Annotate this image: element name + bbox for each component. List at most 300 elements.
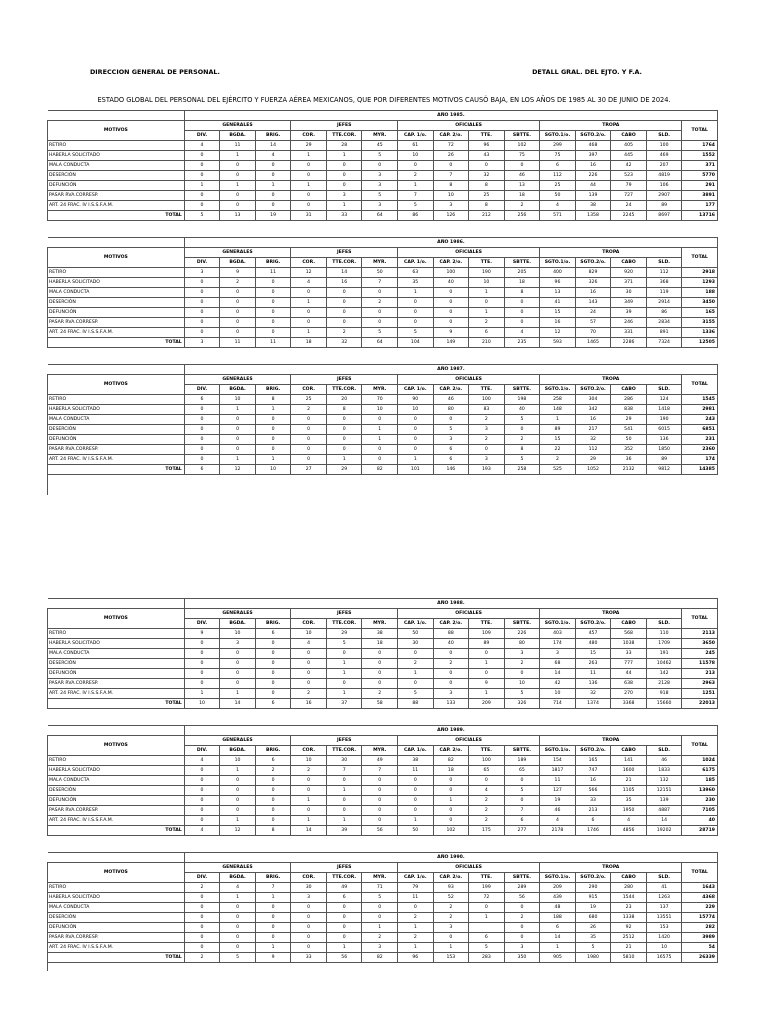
table-cell: 2: [220, 278, 256, 288]
table-cell: 829: [575, 268, 611, 278]
motivo-label: DESERCIÓN: [48, 171, 185, 181]
table-cell: 0: [184, 151, 220, 161]
table-cell: 0: [220, 171, 256, 181]
table-cell: 0: [184, 796, 220, 806]
column-group-header: JEFES: [291, 121, 398, 131]
table-cell: 75: [504, 151, 540, 161]
table-cell: 19: [540, 796, 576, 806]
row-total-cell: 245: [682, 649, 718, 659]
column-subheader: BRIG.: [255, 385, 291, 395]
table-cell: 16: [326, 278, 362, 288]
table-cell: 1105: [611, 786, 647, 796]
column-subheader: DIV.: [184, 746, 220, 756]
table-cell: 1: [398, 288, 434, 298]
column-total-cell: 5810: [611, 953, 647, 963]
row-total-cell: 3650: [682, 639, 718, 649]
column-group-header: TROPA: [540, 736, 682, 746]
table-cell: 0: [220, 318, 256, 328]
table-cell: 29: [291, 141, 327, 151]
motivo-label: ART. 24 FRAC. IV I.S.S.F.A.M.: [48, 943, 185, 953]
table-cell: 3: [504, 649, 540, 659]
table-row: [48, 201, 718, 211]
table-row: [48, 816, 718, 826]
table-cell: 190: [646, 415, 682, 425]
column-group-header: GENERALES: [184, 375, 291, 385]
table-cell: 1: [220, 405, 256, 415]
table-cell: 70: [362, 395, 398, 405]
column-subheader: SLD.: [646, 746, 682, 756]
column-total-cell: 16: [291, 699, 327, 709]
table-cell: 0: [220, 435, 256, 445]
table-cell: 46: [540, 806, 576, 816]
table-cell: 1833: [646, 766, 682, 776]
table-cell: 1850: [646, 445, 682, 455]
motivo-label: PASAR RVA.CORRESP.: [48, 679, 185, 689]
table-cell: 1: [362, 923, 398, 933]
table-cell: 2: [291, 766, 327, 776]
table-cell: 3: [184, 268, 220, 278]
table-cell: 0: [362, 669, 398, 679]
table-cell: 0: [255, 649, 291, 659]
table-row: [48, 756, 718, 766]
motivo-label: RETIRO: [48, 629, 185, 639]
row-total-cell: 2981: [682, 405, 718, 415]
year-label: AÑO 1989.: [184, 726, 717, 736]
table-cell: 0: [220, 903, 256, 913]
table-cell: 65: [469, 766, 505, 776]
table-cell: 0: [291, 903, 327, 913]
table-cell: 0: [291, 191, 327, 201]
table-cell: 46: [433, 395, 469, 405]
table-cell: 0: [220, 796, 256, 806]
table-cell: 42: [611, 161, 647, 171]
column-total-cell: 193: [469, 465, 505, 475]
table-cell: 1: [398, 181, 434, 191]
table-cell: 0: [184, 318, 220, 328]
table-cell: 0: [255, 776, 291, 786]
table-cell: 1: [326, 151, 362, 161]
table-cell: 0: [184, 649, 220, 659]
year-table: [47, 852, 718, 963]
table-cell: 5: [469, 943, 505, 953]
table-cell: 1: [326, 659, 362, 669]
table-cell: 1418: [646, 405, 682, 415]
table-cell: 0: [184, 308, 220, 318]
year-spacer: [48, 853, 185, 863]
column-total-cell: 905: [540, 953, 576, 963]
motivo-label: HABERLA SOLICITADO: [48, 405, 185, 415]
table-cell: 0: [433, 816, 469, 826]
grand-total-cell: 22013: [682, 699, 718, 709]
table-cell: 57: [575, 318, 611, 328]
table-cell: 1: [326, 943, 362, 953]
column-subheader: SBTTE.: [504, 746, 540, 756]
table-cell: 1: [326, 201, 362, 211]
table-cell: 0: [362, 308, 398, 318]
column-total-cell: 14: [220, 699, 256, 709]
column-group-header: OFICIALES: [398, 609, 540, 619]
column-subheader: BGDA.: [220, 258, 256, 268]
table-cell: 3: [362, 181, 398, 191]
table-cell: 0: [398, 425, 434, 435]
column-subheader: CABO: [611, 131, 647, 141]
column-header-motivos: MOTIVOS: [48, 375, 185, 395]
table-cell: 0: [255, 816, 291, 826]
column-total-cell: 9812: [646, 465, 682, 475]
table-cell: 5: [398, 328, 434, 338]
column-group-header: TROPA: [540, 121, 682, 131]
table-cell: 0: [362, 913, 398, 923]
table-cell: 4819: [646, 171, 682, 181]
table-cell: 9: [220, 268, 256, 278]
table-cell: 0: [184, 201, 220, 211]
column-total-cell: 37: [326, 699, 362, 709]
table-cell: 0: [362, 318, 398, 328]
table-cell: 52: [433, 893, 469, 903]
table-cell: 44: [575, 181, 611, 191]
table-cell: 777: [611, 659, 647, 669]
table-cell: 8: [433, 181, 469, 191]
table-cell: 2: [326, 328, 362, 338]
table-cell: 20: [326, 395, 362, 405]
table-cell: 0: [220, 191, 256, 201]
table-cell: 7: [326, 766, 362, 776]
table-cell: 0: [362, 288, 398, 298]
table-cell: 3: [362, 201, 398, 211]
table-cell: 0: [184, 943, 220, 953]
table-cell: 0: [255, 435, 291, 445]
table-cell: 1: [469, 659, 505, 669]
year-spacer: [48, 726, 185, 736]
table-cell: 0: [220, 201, 256, 211]
table-cell: 405: [611, 141, 647, 151]
table-cell: 0: [504, 923, 540, 933]
year-table-block: [47, 725, 718, 836]
column-subheader: CAP. 1/o.: [398, 385, 434, 395]
table-cell: 3: [362, 943, 398, 953]
table-cell: 1263: [646, 893, 682, 903]
column-total-cell: 13: [220, 211, 256, 221]
table-cell: 5: [398, 201, 434, 211]
table-cell: 0: [255, 191, 291, 201]
table-cell: 29: [326, 629, 362, 639]
table-cell: 1: [291, 298, 327, 308]
table-cell: 0: [184, 191, 220, 201]
table-cell: 0: [220, 943, 256, 953]
motivo-label: RETIRO: [48, 883, 185, 893]
table-cell: 0: [362, 455, 398, 465]
table-cell: 136: [646, 435, 682, 445]
column-subheader: COR.: [291, 385, 327, 395]
column-subheader: TTE.COR.: [326, 258, 362, 268]
table-row: [48, 308, 718, 318]
table-cell: 0: [469, 445, 505, 455]
column-total-cell: 50: [398, 826, 434, 836]
table-cell: 90: [398, 395, 434, 405]
column-subheader: SLD.: [646, 258, 682, 268]
table-cell: 2: [184, 883, 220, 893]
table-cell: 7: [255, 883, 291, 893]
table-cell: 153: [646, 923, 682, 933]
table-cell: 40: [433, 639, 469, 649]
table-cell: 7: [362, 766, 398, 776]
totals-row: [48, 699, 718, 709]
table-cell: 1: [398, 923, 434, 933]
column-subheader: CAP. 2/o.: [433, 746, 469, 756]
column-total-cell: 8697: [646, 211, 682, 221]
table-cell: 0: [255, 298, 291, 308]
table-cell: 143: [575, 298, 611, 308]
table-cell: 11: [398, 766, 434, 776]
table-cell: 0: [255, 796, 291, 806]
table-cell: 0: [433, 669, 469, 679]
column-total-cell: 571: [540, 211, 576, 221]
totals-label: TOTAL: [48, 826, 185, 836]
table-row: [48, 639, 718, 649]
column-total-cell: 235: [504, 338, 540, 348]
table-cell: 79: [398, 883, 434, 893]
table-cell: 0: [220, 161, 256, 171]
motivo-label: DESERCIÓN: [48, 786, 185, 796]
table-cell: 3: [326, 191, 362, 201]
column-total-cell: 326: [504, 699, 540, 709]
table-cell: 213: [575, 806, 611, 816]
table-cell: 0: [362, 659, 398, 669]
row-total-cell: 1293: [682, 278, 718, 288]
table-cell: 89: [646, 455, 682, 465]
table-cell: 2907: [646, 191, 682, 201]
table-row: [48, 659, 718, 669]
table-cell: 0: [291, 806, 327, 816]
table-cell: 0: [362, 776, 398, 786]
table-cell: 3: [433, 201, 469, 211]
column-total-cell: 3368: [611, 699, 647, 709]
table-cell: 0: [184, 903, 220, 913]
table-row: [48, 913, 718, 923]
table-cell: 891: [646, 328, 682, 338]
column-total-cell: 12: [220, 465, 256, 475]
column-total-cell: 32: [326, 338, 362, 348]
table-cell: 0: [326, 903, 362, 913]
table-cell: 0: [220, 288, 256, 298]
table-row: [48, 298, 718, 308]
table-row: [48, 883, 718, 893]
column-subheader: CABO: [611, 619, 647, 629]
table-cell: 7: [398, 191, 434, 201]
table-cell: 139: [646, 796, 682, 806]
year-table-block: [47, 237, 718, 348]
table-cell: 1: [255, 893, 291, 903]
table-cell: 1600: [611, 766, 647, 776]
column-subheader: BRIG.: [255, 131, 291, 141]
table-cell: 0: [220, 776, 256, 786]
column-total-cell: 714: [540, 699, 576, 709]
table-cell: 0: [362, 415, 398, 425]
column-subheader: TTE.: [469, 258, 505, 268]
motivo-label: RETIRO: [48, 141, 185, 151]
motivo-label: ART. 24 FRAC. IV I.S.S.F.A.M.: [48, 455, 185, 465]
table-cell: 371: [611, 278, 647, 288]
column-subheader: SGTO.2/o.: [575, 619, 611, 629]
table-cell: 0: [220, 913, 256, 923]
table-cell: 209: [540, 883, 576, 893]
motivo-label: PASAR RVA.CORRESP.: [48, 191, 185, 201]
table-row: [48, 445, 718, 455]
motivo-label: ART. 24 FRAC. IV I.S.S.F.A.M.: [48, 328, 185, 338]
motivo-label: HABERLA SOLICITADO: [48, 893, 185, 903]
table-cell: 16: [575, 776, 611, 786]
table-cell: 2: [469, 318, 505, 328]
table-row: [48, 649, 718, 659]
table-row: [48, 766, 718, 776]
table-cell: 0: [291, 288, 327, 298]
table-cell: 0: [255, 318, 291, 328]
table-cell: 2: [398, 171, 434, 181]
table-cell: 8: [469, 181, 505, 191]
table-cell: 352: [611, 445, 647, 455]
table-cell: 124: [646, 395, 682, 405]
table-cell: 0: [255, 923, 291, 933]
table-cell: 1: [433, 943, 469, 953]
table-cell: 174: [540, 639, 576, 649]
table-cell: 0: [433, 308, 469, 318]
motivo-label: DEFUNCIÓN: [48, 796, 185, 806]
column-subheader: BGDA.: [220, 385, 256, 395]
column-subheader: SLD.: [646, 873, 682, 883]
table-cell: 1: [469, 288, 505, 298]
table-cell: 50: [398, 629, 434, 639]
column-total-cell: 5: [184, 211, 220, 221]
table-cell: 0: [291, 933, 327, 943]
table-cell: 1: [220, 455, 256, 465]
table-cell: 199: [469, 883, 505, 893]
table-cell: 0: [398, 298, 434, 308]
table-cell: 6: [504, 816, 540, 826]
column-total-cell: 2132: [611, 465, 647, 475]
table-cell: 0: [398, 796, 434, 806]
column-header-total: TOTAL: [682, 609, 718, 629]
motivo-label: DEFUNCIÓN: [48, 669, 185, 679]
table-cell: 38: [575, 201, 611, 211]
column-total-cell: 86: [398, 211, 434, 221]
table-cell: 0: [433, 806, 469, 816]
table-cell: 0: [291, 659, 327, 669]
motivo-label: HABERLA SOLICITADO: [48, 639, 185, 649]
motivo-label: HABERLA SOLICITADO: [48, 278, 185, 288]
table-cell: 1: [326, 816, 362, 826]
table-cell: 2: [469, 435, 505, 445]
column-subheader: MYR.: [362, 131, 398, 141]
table-cell: 0: [362, 806, 398, 816]
table-cell: 915: [575, 893, 611, 903]
table-cell: 2: [504, 659, 540, 669]
year-table: [47, 725, 718, 836]
column-subheader: SGTO.1/o.: [540, 258, 576, 268]
table-cell: 6: [326, 893, 362, 903]
table-cell: 0: [184, 455, 220, 465]
totals-row: [48, 211, 718, 221]
table-cell: 0: [398, 415, 434, 425]
table-cell: 0: [255, 786, 291, 796]
grand-total-cell: 26339: [682, 953, 718, 963]
table-cell: 304: [575, 395, 611, 405]
table-cell: 33: [575, 796, 611, 806]
column-group-header: OFICIALES: [398, 375, 540, 385]
table-cell: 0: [220, 669, 256, 679]
table-cell: 24: [611, 201, 647, 211]
column-subheader: MYR.: [362, 619, 398, 629]
row-total-cell: 7105: [682, 806, 718, 816]
table-cell: 6: [469, 328, 505, 338]
table-cell: 23: [611, 903, 647, 913]
table-cell: 0: [291, 161, 327, 171]
table-cell: 0: [326, 435, 362, 445]
table-cell: 7: [504, 806, 540, 816]
table-cell: 638: [611, 679, 647, 689]
row-total-cell: 174: [682, 455, 718, 465]
column-total-cell: 19: [255, 211, 291, 221]
column-header-total: TOTAL: [682, 375, 718, 395]
column-group-header: GENERALES: [184, 736, 291, 746]
table-cell: 0: [184, 415, 220, 425]
table-cell: 0: [184, 435, 220, 445]
table-cell: 0: [220, 445, 256, 455]
column-total-cell: 102: [433, 826, 469, 836]
table-cell: 0: [255, 415, 291, 425]
column-subheader: CAP. 2/o.: [433, 131, 469, 141]
table-cell: 0: [326, 308, 362, 318]
table-cell: 1: [540, 415, 576, 425]
column-total-cell: 31: [291, 211, 327, 221]
column-subheader: MYR.: [362, 258, 398, 268]
table-cell: 4: [469, 786, 505, 796]
column-total-cell: 593: [540, 338, 576, 348]
table-row: [48, 669, 718, 679]
table-cell: 1: [398, 669, 434, 679]
table-cell: 190: [469, 268, 505, 278]
table-cell: 0: [184, 278, 220, 288]
row-total-cell: 6851: [682, 425, 718, 435]
table-cell: 4: [504, 328, 540, 338]
column-subheader: TTE.COR.: [326, 873, 362, 883]
table-cell: 0: [433, 776, 469, 786]
column-total-cell: 3: [184, 338, 220, 348]
column-subheader: TTE.COR.: [326, 746, 362, 756]
column-total-cell: 29: [326, 465, 362, 475]
year-label: AÑO 1985.: [184, 111, 717, 121]
table-cell: 0: [398, 903, 434, 913]
table-cell: 0: [184, 776, 220, 786]
table-cell: 0: [326, 298, 362, 308]
table-cell: 1: [398, 816, 434, 826]
column-subheader: SBTTE.: [504, 619, 540, 629]
column-subheader: CAP. 1/o.: [398, 619, 434, 629]
year-label: AÑO 1988.: [184, 599, 717, 609]
table-cell: 0: [184, 806, 220, 816]
table-cell: 0: [291, 913, 327, 923]
table-cell: 7: [433, 171, 469, 181]
table-cell: 11: [255, 268, 291, 278]
table-cell: 6: [433, 445, 469, 455]
motivo-label: MALA CONDUCTA: [48, 903, 185, 913]
column-total-cell: 1374: [575, 699, 611, 709]
table-cell: 0: [255, 171, 291, 181]
table-cell: 920: [611, 268, 647, 278]
table-cell: 0: [184, 816, 220, 826]
table-cell: 13551: [646, 913, 682, 923]
table-cell: 10: [398, 405, 434, 415]
table-cell: 1: [255, 943, 291, 953]
